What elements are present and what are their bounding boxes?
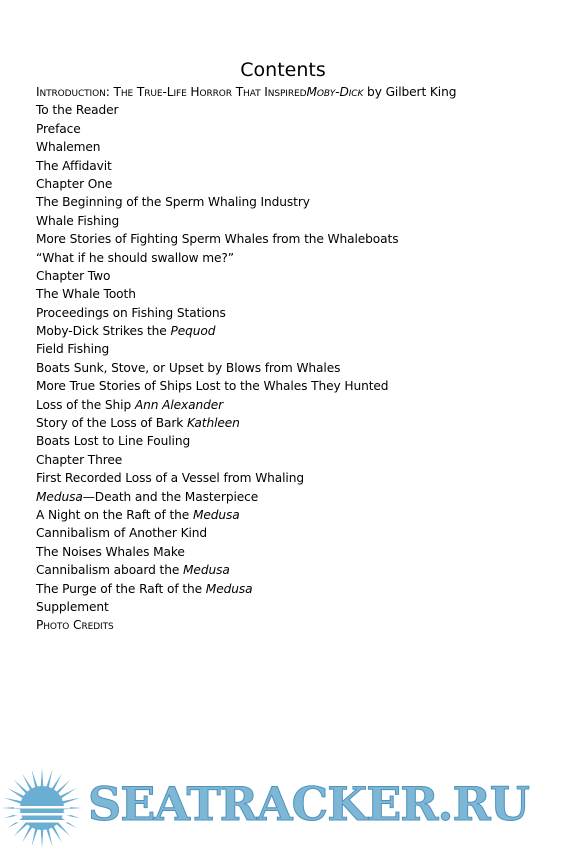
toc-entry-text: Chapter Three [36, 452, 123, 467]
toc-entry[interactable] [36, 157, 556, 175]
toc-entry-text: Medusa [205, 581, 253, 596]
sun-ray [46, 769, 53, 789]
toc-entry-text: Story of the Loss of Bark [36, 416, 187, 431]
toc-entry-text: Cannibalism aboard the [36, 563, 183, 578]
toc-entry[interactable] [36, 506, 556, 524]
toc-entry-text: Kathleen [186, 416, 240, 431]
toc-entry-text: Moby-Dick Strikes the [36, 324, 171, 339]
toc-entry[interactable] [36, 138, 556, 156]
toc-entry[interactable] [36, 396, 556, 414]
toc-entry[interactable] [36, 304, 556, 322]
toc-entry[interactable] [36, 561, 556, 579]
toc-entry-text: Moby-Dick [306, 85, 364, 99]
toc-entry-text: Chapter One [36, 176, 113, 191]
toc-entry[interactable] [36, 83, 556, 101]
toc-entry[interactable] [36, 524, 556, 542]
sun-ray [41, 828, 44, 848]
toc-entry-text: The Noises Whales Make [36, 544, 185, 559]
toc-entry-text: —Death and the Masterpiece [82, 489, 259, 504]
toc-entry-text: Boats Lost to Line Fouling [36, 434, 191, 449]
toc-entry-text: Cannibalism of Another Kind [36, 526, 208, 541]
toc-entry[interactable] [36, 451, 556, 469]
toc-entry[interactable] [36, 267, 556, 285]
sun-ray [3, 798, 23, 805]
toc-entry-text: Supplement [36, 599, 109, 614]
toc-entry-text: by Gilbert King [363, 85, 457, 99]
toc-entry[interactable] [36, 598, 556, 616]
toc-entry[interactable] [36, 249, 556, 267]
toc-entry[interactable] [36, 488, 556, 506]
sun-ray [46, 827, 53, 847]
page-title: Contents [240, 59, 326, 81]
toc-entry-text: The Affidavit [36, 158, 112, 173]
toc-entry[interactable] [36, 120, 556, 138]
toc-entry-text: First Recorded Loss of a Vessel from Whaling [36, 471, 304, 486]
toc-entry-text: Loss of the Ship [36, 397, 135, 412]
toc-entry-text: A Night on the Raft of the [36, 507, 193, 522]
toc-entry-text: Ann Alexander [134, 397, 224, 412]
toc-entry-text: Whalemen [36, 140, 101, 155]
toc-entry[interactable] [36, 285, 556, 303]
toc-entry[interactable] [36, 616, 556, 634]
toc-entry[interactable] [36, 212, 556, 230]
toc-entry-text: Chapter Two [36, 268, 111, 283]
toc-entry-text: Preface [36, 121, 81, 136]
watermark-text: SEATRACKER.RU [88, 777, 529, 831]
toc-entry-text: Field Fishing [36, 342, 110, 357]
sun-ray [61, 798, 81, 805]
toc-entry[interactable] [36, 175, 556, 193]
toc-entry-text: Pequod [170, 324, 216, 339]
toc-entry-text: Whale Fishing [36, 213, 120, 228]
toc-entry-text: Photo Credits [36, 618, 114, 633]
toc-entry[interactable] [36, 432, 556, 450]
toc-entry-text: “What if he should swallow me?” [36, 250, 235, 265]
toc-entry[interactable] [36, 469, 556, 487]
toc-entry-text: More Stories of Fighting Sperm Whales from the Whaleboats [36, 232, 399, 247]
toc-entry[interactable] [36, 322, 556, 340]
toc-entry[interactable] [36, 193, 556, 211]
toc-entry-text: The Purge of the Raft of the [36, 581, 206, 596]
toc-entry-text: Medusa [183, 563, 230, 578]
toc-entry-text: The Whale Tooth [36, 287, 136, 302]
toc-entry[interactable] [36, 359, 556, 377]
toc-entry-text: Medusa [36, 489, 83, 504]
toc-entry[interactable] [36, 377, 556, 395]
toc-entry-text: Introduction: The True-Life Horror That Inspired [36, 85, 307, 99]
toc-entry[interactable] [36, 414, 556, 432]
sun-ray [32, 827, 39, 847]
watermark [0, 766, 566, 850]
toc-entry[interactable] [36, 340, 556, 358]
toc-entry-text: To the Reader [36, 103, 119, 118]
toc-entry-text: Proceedings on Fishing Stations [36, 305, 226, 320]
toc-entry-text: Boats Sunk, Stove, or Upset by Blows from Whales [36, 360, 341, 375]
toc-entry[interactable] [36, 543, 556, 561]
toc-entry-text: Medusa [192, 507, 240, 522]
toc-entry-text: The Beginning of the Sperm Whaling Industry [36, 195, 310, 210]
toc-entry-text: More True Stories of Ships Lost to the Whales They Hunted [36, 379, 389, 394]
toc-entry[interactable] [36, 580, 556, 598]
sun-ray [41, 768, 44, 788]
sun-ray [32, 769, 39, 789]
toc-entry[interactable] [36, 230, 556, 248]
toc-entry[interactable] [36, 101, 556, 119]
sun-icon [0, 766, 90, 850]
table-of-contents [36, 83, 556, 635]
